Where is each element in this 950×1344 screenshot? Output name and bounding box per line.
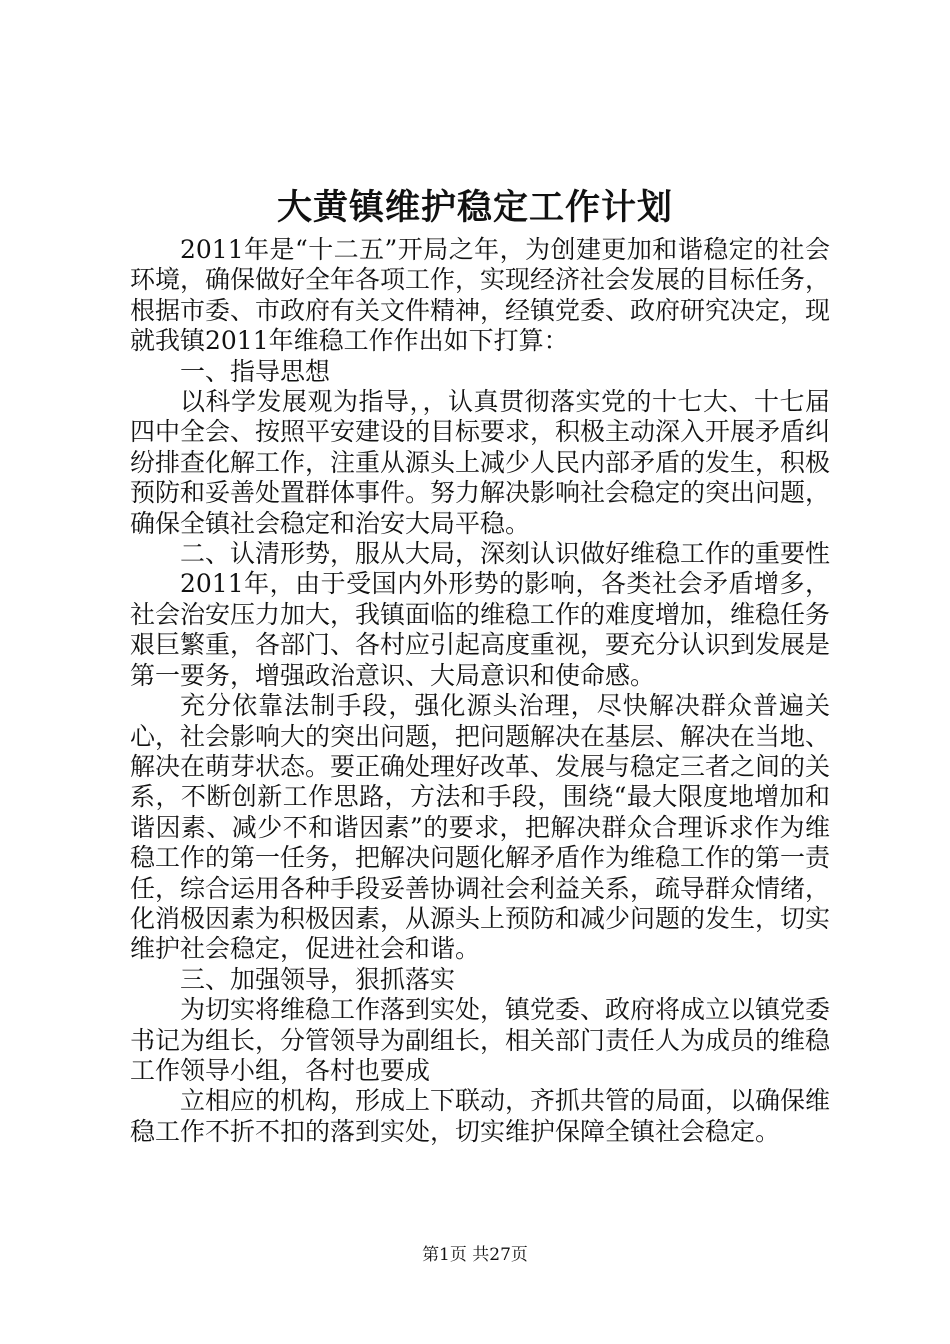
document-title: 大黄镇维护稳定工作计划 [276, 187, 673, 228]
section-heading-3: 三、加强领导，狠抓落实 [180, 964, 456, 994]
paragraph-legal-means: 充分依靠法制手段，强化源头治理，尽快解决群众普遍关心，社会影响大的突出问题，把问题解决在基层、解决在当地、解决在萌芽状态。要正确处理好改革、发展与稳定三者之间的关系，不断创新工作思路，方法和手段，围绕“最大限度地增加和谐因素、减少不和谐因素”的要求，把解决群众合理诉求作为维稳工作的第一任务，把解决问题化解矛盾作为维稳工作的第一责任，综合运用各种手段妥善协调社会利益关系，疏导群众情绪，化消极因素为积极因素，从源头上预防和减少问题的发生，切实维护社会稳定，促进社会和谐。 [130, 691, 831, 964]
section-heading-1: 一、指导思想 [180, 356, 331, 386]
page-footer: 第1页 共27页 [422, 1245, 528, 1265]
paragraph-situation: 2011年，由于受国内外形势的影响，各类社会矛盾增多，社会治安压力加大，我镇面临的维稳工作的难度增加，维稳任务艰巨繁重，各部门、各村应引起高度重视，要充分认识到发展是第一要务，增强政治意识、大局意识和使命感。 [130, 569, 831, 690]
section-heading-2: 二、认清形势，服从大局，深刻认识做好维稳工作的重要性 [180, 539, 831, 569]
document-body [130, 235, 830, 1147]
paragraph-guiding-thought: 以科学发展观为指导，，认真贯彻落实党的十七大、十七届四中全会、按照平安建设的目标要求，积极主动深入开展矛盾纠纷排查化解工作，注重从源头上减少人民内部矛盾的发生，积极预防和妥善处置群体事件。努力解决影响社会稳定的突出问题，确保全镇社会稳定和治安大局平稳。 [130, 387, 831, 538]
paragraph-leadership: 为切实将维稳工作落到实处，镇党委、政府将成立以镇党委书记为组长，分管领导为副组长，相关部门责任人为成员的维稳工作领导小组，各村也要成 [130, 995, 831, 1085]
paragraph-leadership-continued: 立相应的机构，形成上下联动，齐抓共管的局面，以确保维稳工作不折不扣的落到实处，切实维护保障全镇社会稳定。 [130, 1086, 831, 1146]
paragraph-intro: 2011年是“十二五”开局之年，为创建更加和谐稳定的社会环境，确保做好全年各项工作，实现经济社会发展的目标任务，根据市委、市政府有关文件精神，经镇党委、政府研究决定，现就我镇2011年维稳工作作出如下打算： [130, 235, 831, 356]
